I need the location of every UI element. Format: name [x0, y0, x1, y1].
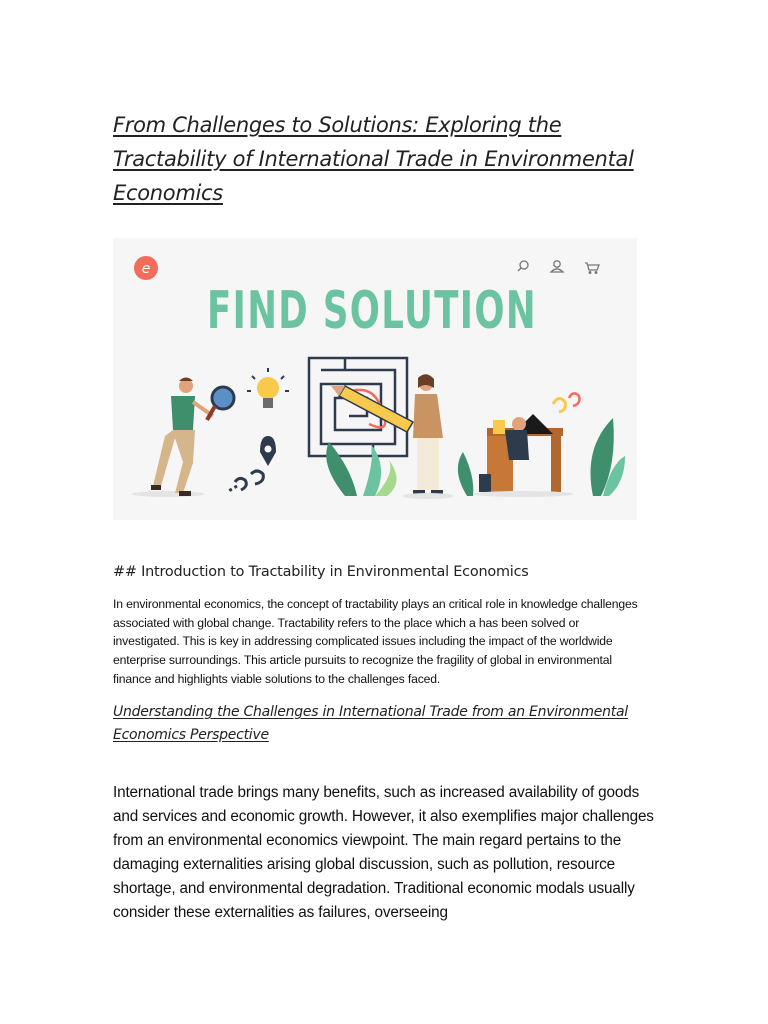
intro-paragraph: In environmental economics, the concept of tractability plays an critical role in knowledge challenges associated with global change. Tractability refers to the place which a has been solved or investigated. This is key in addressing complicated issues including the impact of the worldwide enterprise surroundings. This article pursuits to recognize the fragility of global in environmental finance and highlights viable solutions to the challenges faced.	[113, 597, 638, 686]
body-paragraph: International trade brings many benefits, such as increased availability of goods and services and economic growth. However, it also exemplifies major challenges from an environmental economics viewpoint. The main regard pertains to the damaging externalities arising global discussion, such as pollution, resource shortage, and environmental degradation. Traditional economic modals usually consider these externalities as failures, overseeing	[113, 784, 654, 921]
intro-heading: ## Introduction to Tractability in Environmental Economics	[113, 564, 529, 580]
section-title: Understanding the Challenges in International Trade from an Environmental Economics Perspective	[113, 704, 628, 743]
banner-headline: FIND SOLUTION	[207, 281, 537, 341]
svg-text:e: e	[141, 261, 151, 277]
document-title: From Challenges to Solutions: Exploring the Tractability of International Trade in Environmental Economics	[113, 113, 634, 205]
banner-illustration	[113, 238, 637, 520]
find-solution-banner	[113, 238, 637, 520]
logo-icon	[134, 256, 158, 280]
